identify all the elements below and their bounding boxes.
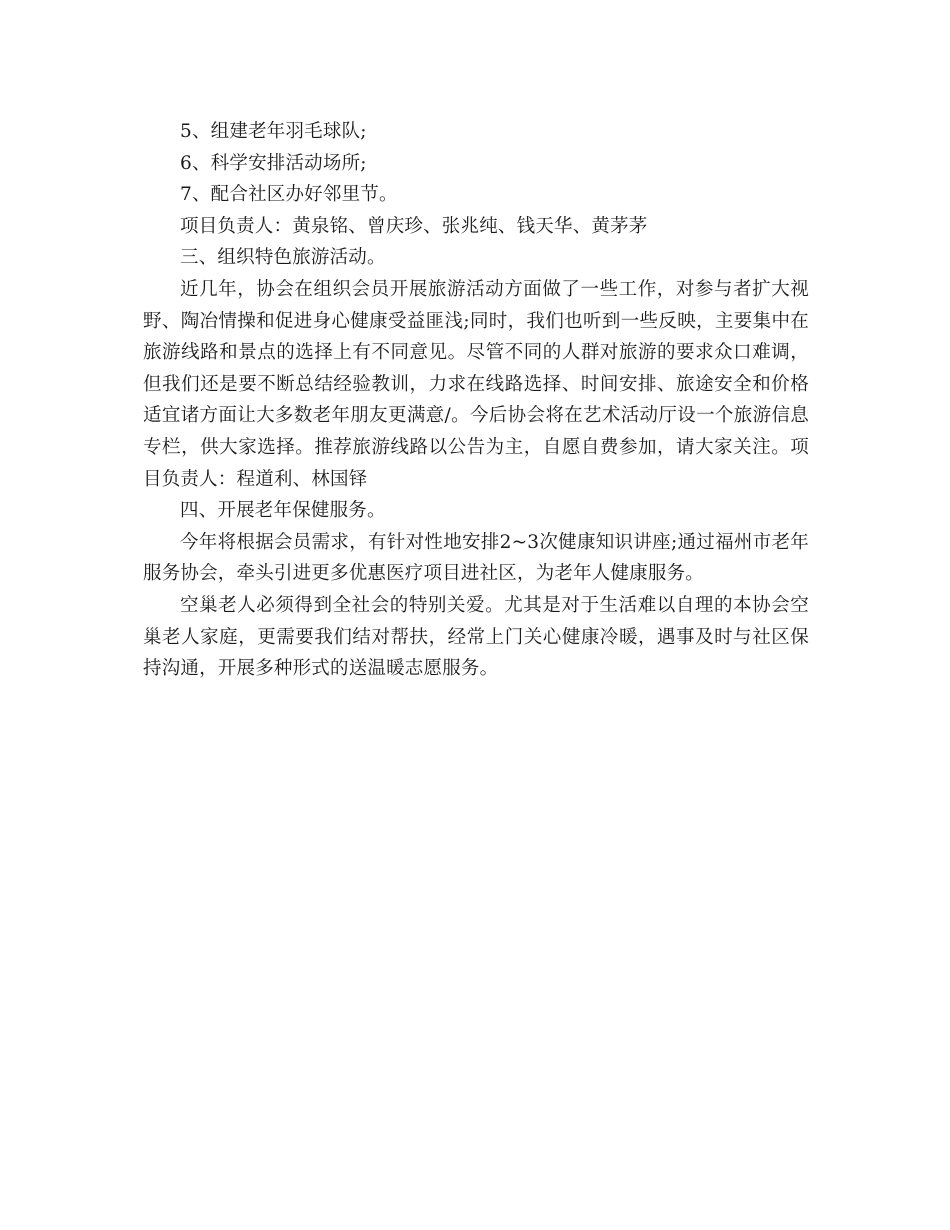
list-item-badminton-team: 5、组建老年羽毛球队; — [180, 121, 367, 142]
list-item-activity-venue: 6、科学安排活动场所; — [180, 152, 367, 174]
paragraph-empty-nest-elderly: 空巢老人必须得到全社会的特别关爱。尤其是对于生活难以自理的本协会空巢老人家庭，更需要我们结对帮扶，经常上门关心健康冷暖，遇事及时与社区保持沟通，开展多种形式的送温暖志愿服务。 — [143, 594, 809, 680]
section-heading-travel: 三、组织特色旅游活动。 — [180, 247, 386, 269]
document-body — [143, 116, 809, 685]
list-item-neighborhood-festival: 7、配合社区办好邻里节。 — [180, 184, 398, 206]
project-leaders-line: 项目负责人：黄泉铭、曾庆珍、张兆纯、钱天华、黄茅茅 — [180, 215, 648, 237]
section-heading-health: 四、开展老年保健服务。 — [180, 500, 386, 522]
paragraph-travel: 近几年，协会在组织会员开展旅游活动方面做了一些工作，对参与者扩大视野、陶冶情操和促进身心健康受益匪浅;同时，我们也听到一些反映，主要集中在旅游线路和景点的选择上有不同意见。尽管不同的人群对旅游的要求众口难调，但我们还是要不断总结经验教训，力求在线路选择、时间安排、旅途安全和价格适宜诸方面让大多数老年朋友更满意/。今后协会将在艺术活动厅设一个旅游信息专栏，供大家选择。推荐旅游线路以公告为主，自愿自费参加，请大家关注。项目负责人：程道利、林国铎 — [143, 278, 809, 490]
paragraph-health-lectures: 今年将根据会员需求，有针对性地安排2~3次健康知识讲座;通过福州市老年服务协会，牵头引进更多优惠医疗项目进社区，为老年人健康服务。 — [143, 531, 809, 585]
